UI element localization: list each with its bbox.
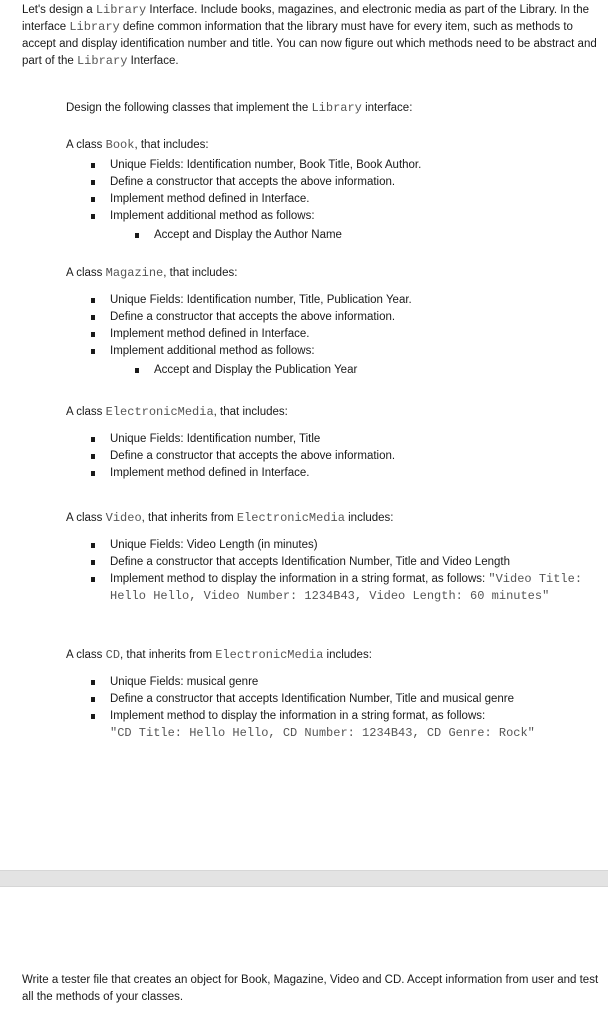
list-item: Unique Fields: Identification number, Title, Publication Year. (110, 292, 594, 309)
book-bullet-list (66, 157, 594, 244)
library-code-2: Library (69, 20, 120, 34)
magazine-class-name: Magazine (105, 266, 164, 280)
library-code-3: Library (76, 54, 128, 68)
list-item: Unique Fields: musical genre (110, 674, 594, 691)
electronic-media-class-title: A class ElectronicMedia, that includes: (66, 405, 288, 419)
cd-parent-name: ElectronicMedia (215, 648, 324, 662)
cd-class-name: CD (105, 648, 121, 662)
list-item: Implement method to display the information in a string format, as follows: "CD Title: Hello Hello, CD Number: 1234B43, CD Genre: Rock" (110, 708, 594, 742)
electronic-media-class-section (66, 404, 594, 482)
design-heading (66, 100, 586, 117)
video-class-section (66, 510, 594, 605)
cd-class-section (66, 647, 594, 742)
list-item: Implement method defined in Interface. (110, 326, 594, 343)
book-class-name: Book (105, 138, 135, 152)
book-class-section (66, 137, 594, 244)
list-item: Unique Fields: Identification number, Book Title, Book Author. (110, 157, 594, 174)
video-class-title: A class Video, that inherits from ElectronicMedia includes: (66, 511, 394, 525)
book-class-title: A class Book, that includes: (66, 138, 209, 152)
list-item: Unique Fields: Identification number, Title (110, 431, 594, 448)
intro-text-2: Interface. Include books, magazines, and electronic media as part of the Library. In the interface (22, 4, 590, 33)
intro-text-4: Interface. (127, 55, 179, 67)
cd-format-code: "CD Title: Hello Hello, CD Number: 1234B43, CD Genre: Rock" (110, 726, 535, 740)
list-item: Define a constructor that accepts Identification Number, Title and musical genre (110, 691, 594, 708)
video-bullet-list (66, 537, 594, 605)
list-item: Implement method to display the information in a string format, as follows: "Video Title: Hello Hello, Video Number: 1234B43, Video Length: 60 minutes" (110, 571, 594, 605)
intro-text-1: Let's design a (22, 4, 96, 16)
list-item: Implement additional method as follows: Accept and Display the Author Name (110, 208, 594, 244)
design-library-code: Library (311, 101, 362, 115)
list-item: Define a constructor that accepts the above information. (110, 309, 594, 326)
magazine-sub-list (110, 362, 594, 379)
list-item: Implement additional method as follows: Accept and Display the Publication Year (110, 343, 594, 379)
list-item: Define a constructor that accepts the above information. (110, 448, 594, 465)
magazine-bullet-list (66, 292, 594, 379)
video-class-name: Video (105, 511, 142, 525)
cd-bullet-list (66, 674, 594, 742)
design-text-post: interface: (361, 102, 413, 114)
library-code-1: Library (95, 3, 147, 17)
list-item: Implement method defined in Interface. (110, 465, 594, 482)
video-format-code: "Video Title: Hello Hello, Video Number: 1234B43, Video Length: 60 minutes" (110, 572, 583, 603)
intro-text-3: define common information that the library must have for every item, such as methods to accept and display identification number and title. You can now figure out which methods need to be abstract and part of the (22, 21, 597, 67)
page-break-divider (0, 870, 608, 887)
list-item: Define a constructor that accepts the above information. (110, 174, 594, 191)
list-item: Accept and Display the Author Name (154, 227, 594, 244)
video-parent-name: ElectronicMedia (236, 511, 345, 525)
list-item: Unique Fields: Video Length (in minutes) (110, 537, 594, 554)
list-item: Define a constructor that accepts Identification Number, Title and Video Length (110, 554, 594, 571)
list-item: Implement method defined in Interface. (110, 191, 594, 208)
magazine-class-section (66, 265, 594, 379)
intro-paragraph (22, 2, 598, 70)
cd-class-title: A class CD, that inherits from ElectronicMedia includes: (66, 648, 372, 662)
book-sub-list (110, 227, 594, 244)
design-text-pre: Design the following classes that implement the (66, 102, 312, 114)
electronic-media-bullet-list (66, 431, 594, 482)
electronic-media-class-name: ElectronicMedia (105, 405, 214, 419)
tester-paragraph: Write a tester file that creates an object for Book, Magazine, Video and CD. Accept information from user and test all the methods of your classes. (22, 974, 599, 1003)
magazine-class-title: A class Magazine, that includes: (66, 266, 238, 280)
list-item: Accept and Display the Publication Year (154, 362, 594, 379)
